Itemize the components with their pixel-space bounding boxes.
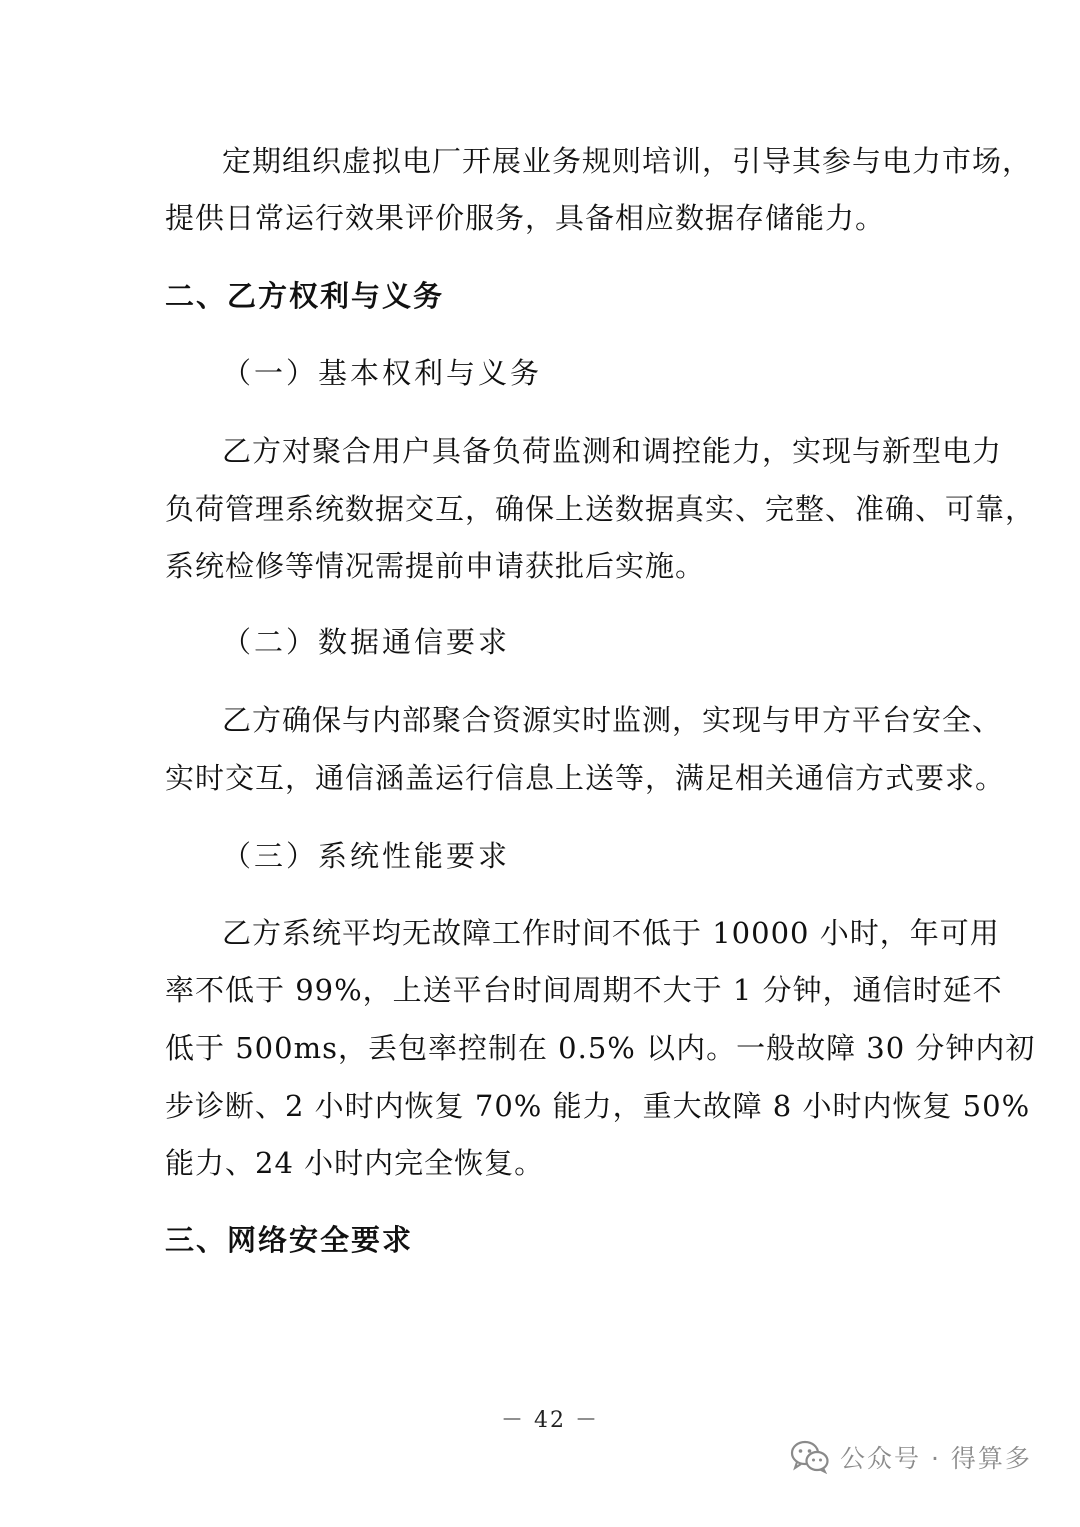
paragraph-line: 定期组织虚拟电厂开展业务规则培训，引导其参与电力市场， <box>222 144 1033 178</box>
section-heading-3: 三、网络安全要求 <box>165 1223 414 1257</box>
subsection-heading-1: （一）基本权利与义务 <box>222 356 543 390</box>
paragraph-line: 提供日常运行效果评价服务，具备相应数据存储能力。 <box>165 201 886 235</box>
paragraph-line: 乙方系统平均无故障工作时间不低于 10000 小时，年可用 <box>222 916 1000 950</box>
paragraph-line: 乙方对聚合用户具备负荷监测和调控能力，实现与新型电力 <box>222 434 1003 468</box>
wechat-icon <box>790 1440 830 1474</box>
paragraph-line: 乙方确保与内部聚合资源实时监测，实现与甲方平台安全、 <box>222 703 1003 737</box>
paragraph-line: 系统检修等情况需提前申请获批后实施。 <box>165 549 706 583</box>
paragraph-line: 率不低于 99%，上送平台时间周期不大于 1 分钟，通信时延不 <box>165 973 1003 1007</box>
paragraph-line: 实时交互，通信涵盖运行信息上送等，满足相关通信方式要求。 <box>165 761 1006 795</box>
watermark <box>790 1437 1032 1477</box>
paragraph-line: 低于 500ms，丢包率控制在 0.5% 以内。一般故障 30 分钟内初 <box>165 1031 1036 1065</box>
paragraph-line: 负荷管理系统数据交互，确保上送数据真实、完整、准确、可靠， <box>165 492 1036 526</box>
paragraph-line: 能力、24 小时内完全恢复。 <box>165 1146 545 1180</box>
subsection-heading-3: （三）系统性能要求 <box>222 839 511 873</box>
paragraph-line: 步诊断、2 小时内恢复 70% 能力，重大故障 8 小时内恢复 50% <box>165 1089 1031 1123</box>
page-number: － 42 － <box>501 1408 599 1433</box>
subsection-heading-2: （二）数据通信要求 <box>222 625 511 659</box>
watermark-text: 公众号 · 得算多 <box>840 1444 1032 1473</box>
section-heading-2: 二、乙方权利与义务 <box>165 279 445 313</box>
